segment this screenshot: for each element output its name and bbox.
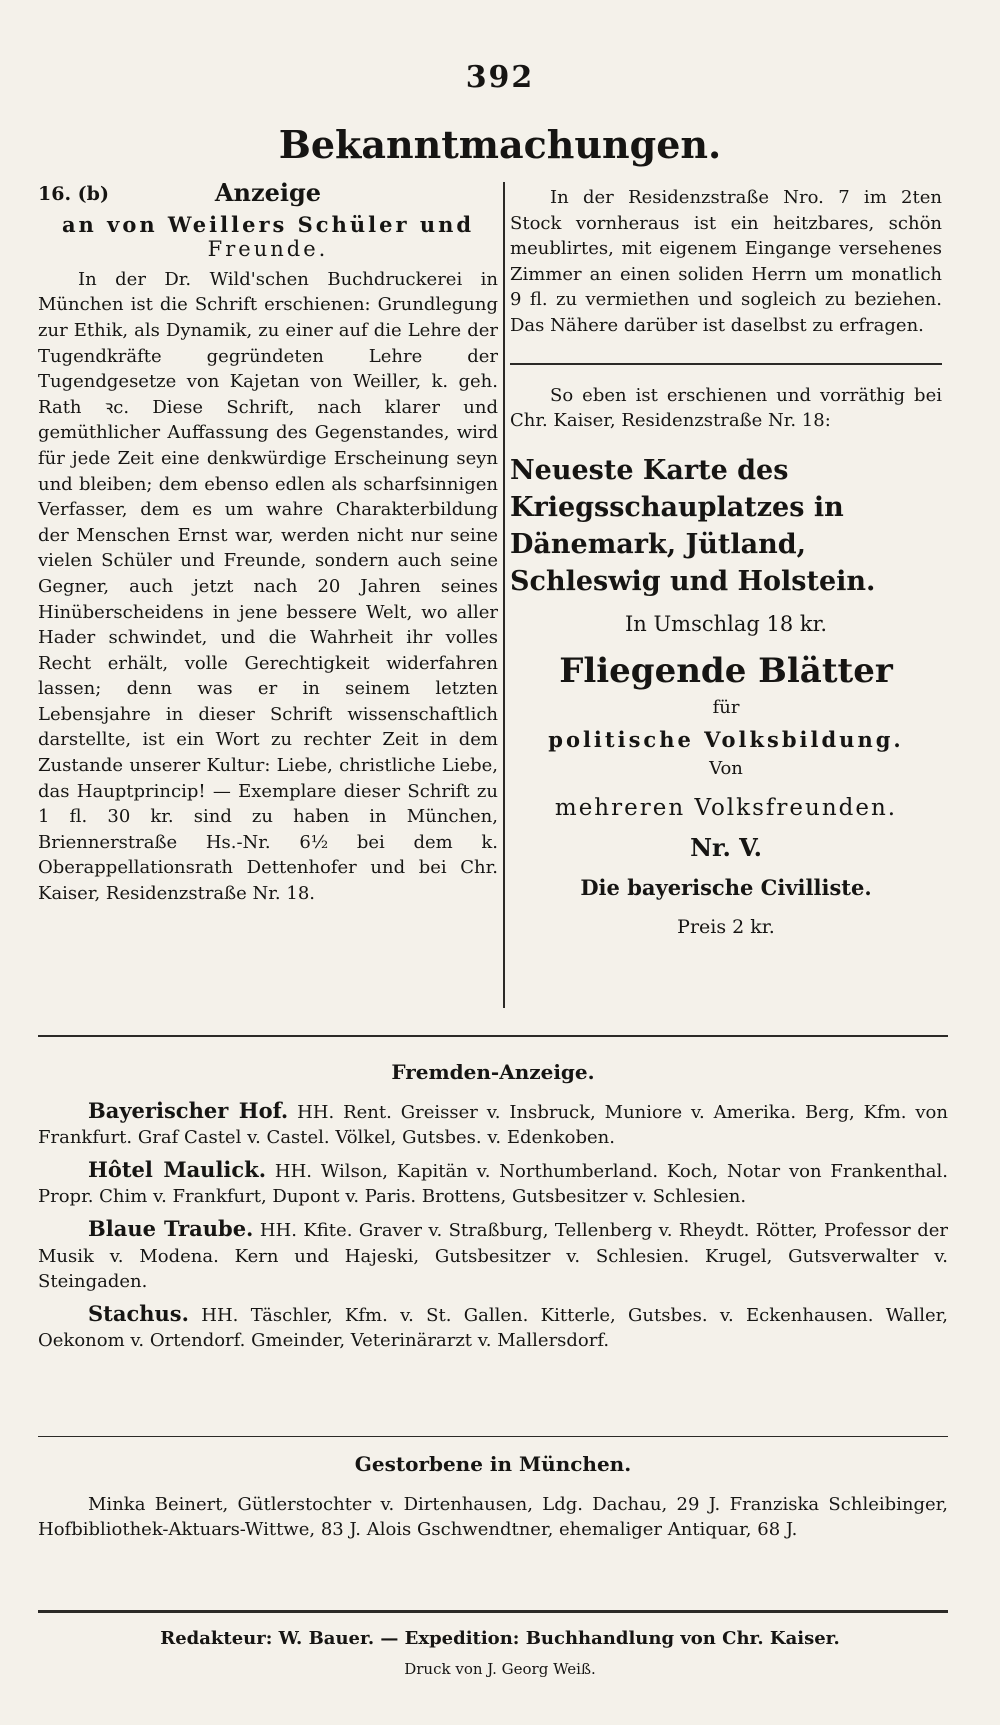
- fb-von: Von: [709, 758, 743, 780]
- hotel-name: Hôtel Maulick.: [88, 1156, 267, 1182]
- fremden-entry: [38, 1301, 948, 1354]
- announcement-header: [38, 178, 498, 208]
- footer-rule: [38, 1610, 948, 1613]
- announcement-title: Anzeige: [214, 178, 322, 207]
- announcement-subtitle-2: Freunde.: [207, 237, 329, 262]
- map-intro: So eben ist erschienen und vorräthig bei Chr. Kaiser, Residenzstraße Nr. 18:: [510, 384, 942, 432]
- announcement-number: 16. (b): [38, 183, 109, 205]
- fb-topic: Die bayerische Civilliste.: [580, 874, 872, 900]
- fremden-section: [38, 1060, 948, 1354]
- map-price: In Umschlag 18 kr.: [624, 611, 828, 636]
- guest-list: HH. Kfite. Graver v. Straßburg, Tellenberg v. Rheydt. Rötter, Professor der Musik v. Modena. Kern und Hajeski, Gutsbesitzer v. Schlesien. Krugel, Gutsverwalter v. Steingaden.: [38, 1219, 948, 1293]
- section-rule-1: [38, 1035, 948, 1037]
- guest-list: HH. Rent. Greisser v. Insbruck, Muniore v. Amerika. Berg, Kfm. von Frankfurt. Graf Castel v. Castel. Völkel, Gutsbes. v. Edenkoben.: [38, 1101, 948, 1149]
- announcement-body: In der Dr. Wild'schen Buchdruckerei in München ist die Schrift erschienen: Grundlegung zur Ethik, als Dynamik, zu einer auf die Lehre der Tugendkräfte gegründeten Lehre der Tugendgesetze von Kajetan von Weiller, k. geh. Rath ꝛc. Diese Schrift, nach klarer und gemüthlicher Auffassung des Gegenstandes, wird für jede Zeit eine denkwürdige Erscheinung seyn und bleiben; dem ebenso edlen als scharfsinnigen Verfasser, dem es um wahre Charakterbildung der Menschen Ernst war, werden nicht nur seine vielen Schüler und Freunde, sondern auch seine Gegner, auch jetzt nach 20 Jahren seines Hinüberscheidens in jene bessere Welt, wo aller Hader schwindet, und die Wahrheit ihr volles Recht erhält, volle Gerechtigkeit widerfahren lassen; denn was er in seinem letzten Lebensjahre in dieser Schrift wissenschaftlich darstellte, ist ein Wort zu rechter Zeit in dem Zustande unserer Kultur: Liebe, christliche Liebe, das Hauptprincip! — Exemplare dieser Schrift zu 1 fl. 30 kr. sind zu haben in München, Briennerstraße Hs.-Nr. 6½ bei dem k. Oberappellationsrath Dettenhofer und bei Chr. Kaiser, Residenzstraße Nr. 18.: [38, 268, 498, 905]
- hotel-name: Stachus.: [88, 1300, 189, 1326]
- fremden-entry: [38, 1216, 948, 1295]
- footer-editor: Redakteur: W. Bauer. — Expedition: Buchhandlung von Chr. Kaiser.: [160, 1628, 840, 1649]
- fb-fuer: für: [712, 696, 740, 718]
- fb-number: Nr. V.: [690, 833, 762, 863]
- deaths-section: [38, 1452, 948, 1543]
- column-divider: [503, 182, 505, 1008]
- map-title: Neueste Karte des Kriegsschauplatzes in Dänemark, Jütland, Schleswig und Holstein.: [510, 454, 876, 597]
- room-advertisement: In der Residenzstraße Nro. 7 im 2ten Stock vornheraus ist ein heitzbares, schön meublirtes, mit eigenem Eingange versehenes Zimmer an einen soliden Herrn um monatlich 9 fl. zu vermiethen und sogleich zu beziehen. Das Nähere darüber ist daselbst zu erfragen.: [510, 187, 942, 336]
- deaths-title: Gestorbene in München.: [354, 1452, 632, 1476]
- left-column: [38, 178, 498, 907]
- right-column: [510, 185, 942, 940]
- divider-rule: [510, 363, 942, 365]
- page-number: 392: [465, 60, 535, 95]
- section-rule-2: [38, 1436, 948, 1437]
- guest-list: HH. Täschler, Kfm. v. St. Gallen. Kitterle, Gutsbes. v. Eckenhausen. Waller, Oekonom v. Ortendorf. Gmeinder, Veterinärarzt v. Mallersdorf.: [38, 1304, 948, 1352]
- deaths-list: Minka Beinert, Gütlerstochter v. Dirtenhausen, Ldg. Dachau, 29 J. Franziska Schleibinger, Hofbibliothek-Aktuars-Wittwe, 83 J. Alois Gschwendtner, ehemaliger Antiquar, 68 J.: [38, 1493, 948, 1541]
- fremden-entry: [38, 1098, 948, 1151]
- fremden-title: Fremden-Anzeige.: [391, 1060, 595, 1084]
- footer-printer: Druck von J. Georg Weiß.: [404, 1660, 596, 1678]
- hotel-name: Bayerischer Hof.: [88, 1097, 289, 1123]
- fb-authors: mehreren Volksfreunden.: [554, 794, 898, 821]
- guest-list: HH. Wilson, Kapitän v. Northumberland. Koch, Notar von Frankenthal. Propr. Chim v. Frankfurt, Dupont v. Paris. Brottens, Gutsbesitzer v. Schlesien.: [38, 1160, 948, 1208]
- announcement-subtitle: an von Weillers Schüler und: [61, 211, 475, 237]
- fremden-entry: [38, 1157, 948, 1210]
- hotel-name: Blaue Traube.: [88, 1215, 254, 1241]
- fb-price: Preis 2 kr.: [677, 915, 775, 938]
- page-heading: Bekanntmachungen.: [278, 122, 722, 167]
- fb-subtitle: politische Volksbildung.: [548, 726, 904, 752]
- fliegende-blaetter-title: Fliegende Blätter: [559, 651, 893, 692]
